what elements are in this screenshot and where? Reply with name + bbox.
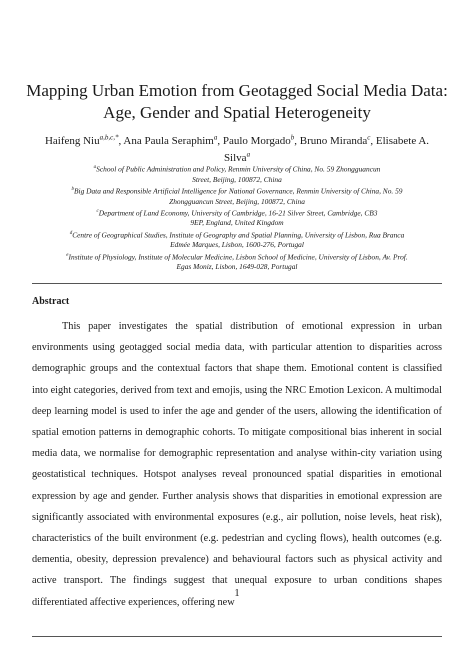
author-affiliation-marker: b [290,133,295,141]
author-name: Haifeng Niu [44,134,100,147]
author-separator: , [217,134,223,147]
affiliation-line: Street, Beijing, 100872, China [192,174,282,184]
affiliation-line: Centre of Geographical Studies, Institute of Geography and Spatial Planning, University of Lisbon, Rua Branca [72,230,405,240]
title-line-2: Age, Gender and Spatial Heterogeneity [103,103,371,122]
author [223,135,300,147]
affiliation-marker: b [71,186,74,192]
page-bottom-rule [32,636,442,637]
affiliation-line: Institute of Physiology, Institute of Molecular Medicine, Lisbon School of Medicine, University of Lisbon, Av. Prof. [68,251,408,261]
author-name: Paulo Morgado [222,134,291,147]
author [45,135,123,147]
affiliation-list [22,163,452,272]
affiliation-line: Department of Land Economy, University of Cambridge, 16-21 Silver Street, Cambridge, CB3 [98,208,378,218]
author-name: Ana Paula Seraphim [123,134,214,147]
author-separator: , [118,134,124,147]
author-affiliation-marker: a,b,c,* [99,133,119,141]
abstract-body: This paper investigates the spatial distribution of emotional expression in urban environments using geotagged social media data, with particular attention to disparities across demographic groups and the contextual factors that shape them. Emotional content is classified into eight categories, derived from text and emojis, using the NRC Emotion Lexicon. A multimodal deep learning model is used to infer the age and gender of the users, allowing the identification of spatial emotion patterns in demographic cohorts. To mitigate compositional bias inherent in social media data, we normalise for demographic representation and analyse within-city variation using geostatistical techniques. Hotspot analyses reveal pronounced spatial disparities in emotional expression by age and gender. Further analysis shows that disparities in emotional expression are significantly associated with environmental exposures (e.g., air pollution, noise levels, heat risk), characteristics of the built environment (e.g. pedestrian and cycling flows), health outcomes (e.g. dementia, obesity, depression prevalence) and behavioural factors such as physical activity and active transport. The findings suggest that unequal exposure to urban conditions shapes differentiated affective experiences, offering new [32,321,442,608]
affiliation-line: Zhongguancun Street, Beijing, 100872, China [169,196,305,206]
affiliation [22,229,452,251]
title [20,80,454,124]
title-line-1: Mapping Urban Emotion from Geotagged Social Media Data: [26,81,448,100]
page-number: 1 [234,588,240,599]
affiliation [22,185,452,207]
affiliation-marker: e [66,252,69,258]
author-affiliation-marker: a [213,133,218,141]
author-separator: , [294,134,300,147]
author-affiliation-marker: a [246,150,251,159]
affiliation-line: Big Data and Responsible Artificial Intelligence for National Governance, Renmin University of China, No. 59 [74,186,403,196]
author [300,135,376,147]
author-separator: , [370,134,376,147]
affiliation [22,163,452,185]
affiliation [22,251,452,273]
affiliation-line: Egas Moniz, Lisbon, 1649-028, Portugal [176,262,298,272]
author-name: Elisabete A. Silva [223,134,430,165]
author-affiliation-marker: c [367,133,371,141]
affiliation-line: School of Public Administration and Policy, Renmin University of China, No. 59 Zhongguancun [96,164,381,174]
author-name: Bruno Miranda [299,134,368,147]
abstract-top-rule [32,283,442,284]
author [123,135,222,147]
affiliation-marker: a [93,165,97,170]
affiliation [22,207,452,229]
author-list [40,130,434,165]
affiliation-marker: d [69,230,73,236]
affiliation-line: 9EP, England, United Kingdom [190,218,284,228]
abstract-heading: Abstract [32,296,70,307]
affiliation-marker: c [96,208,99,214]
affiliation-line: Edmée Marques, Lisbon, 1600-276, Portugal [170,240,304,250]
